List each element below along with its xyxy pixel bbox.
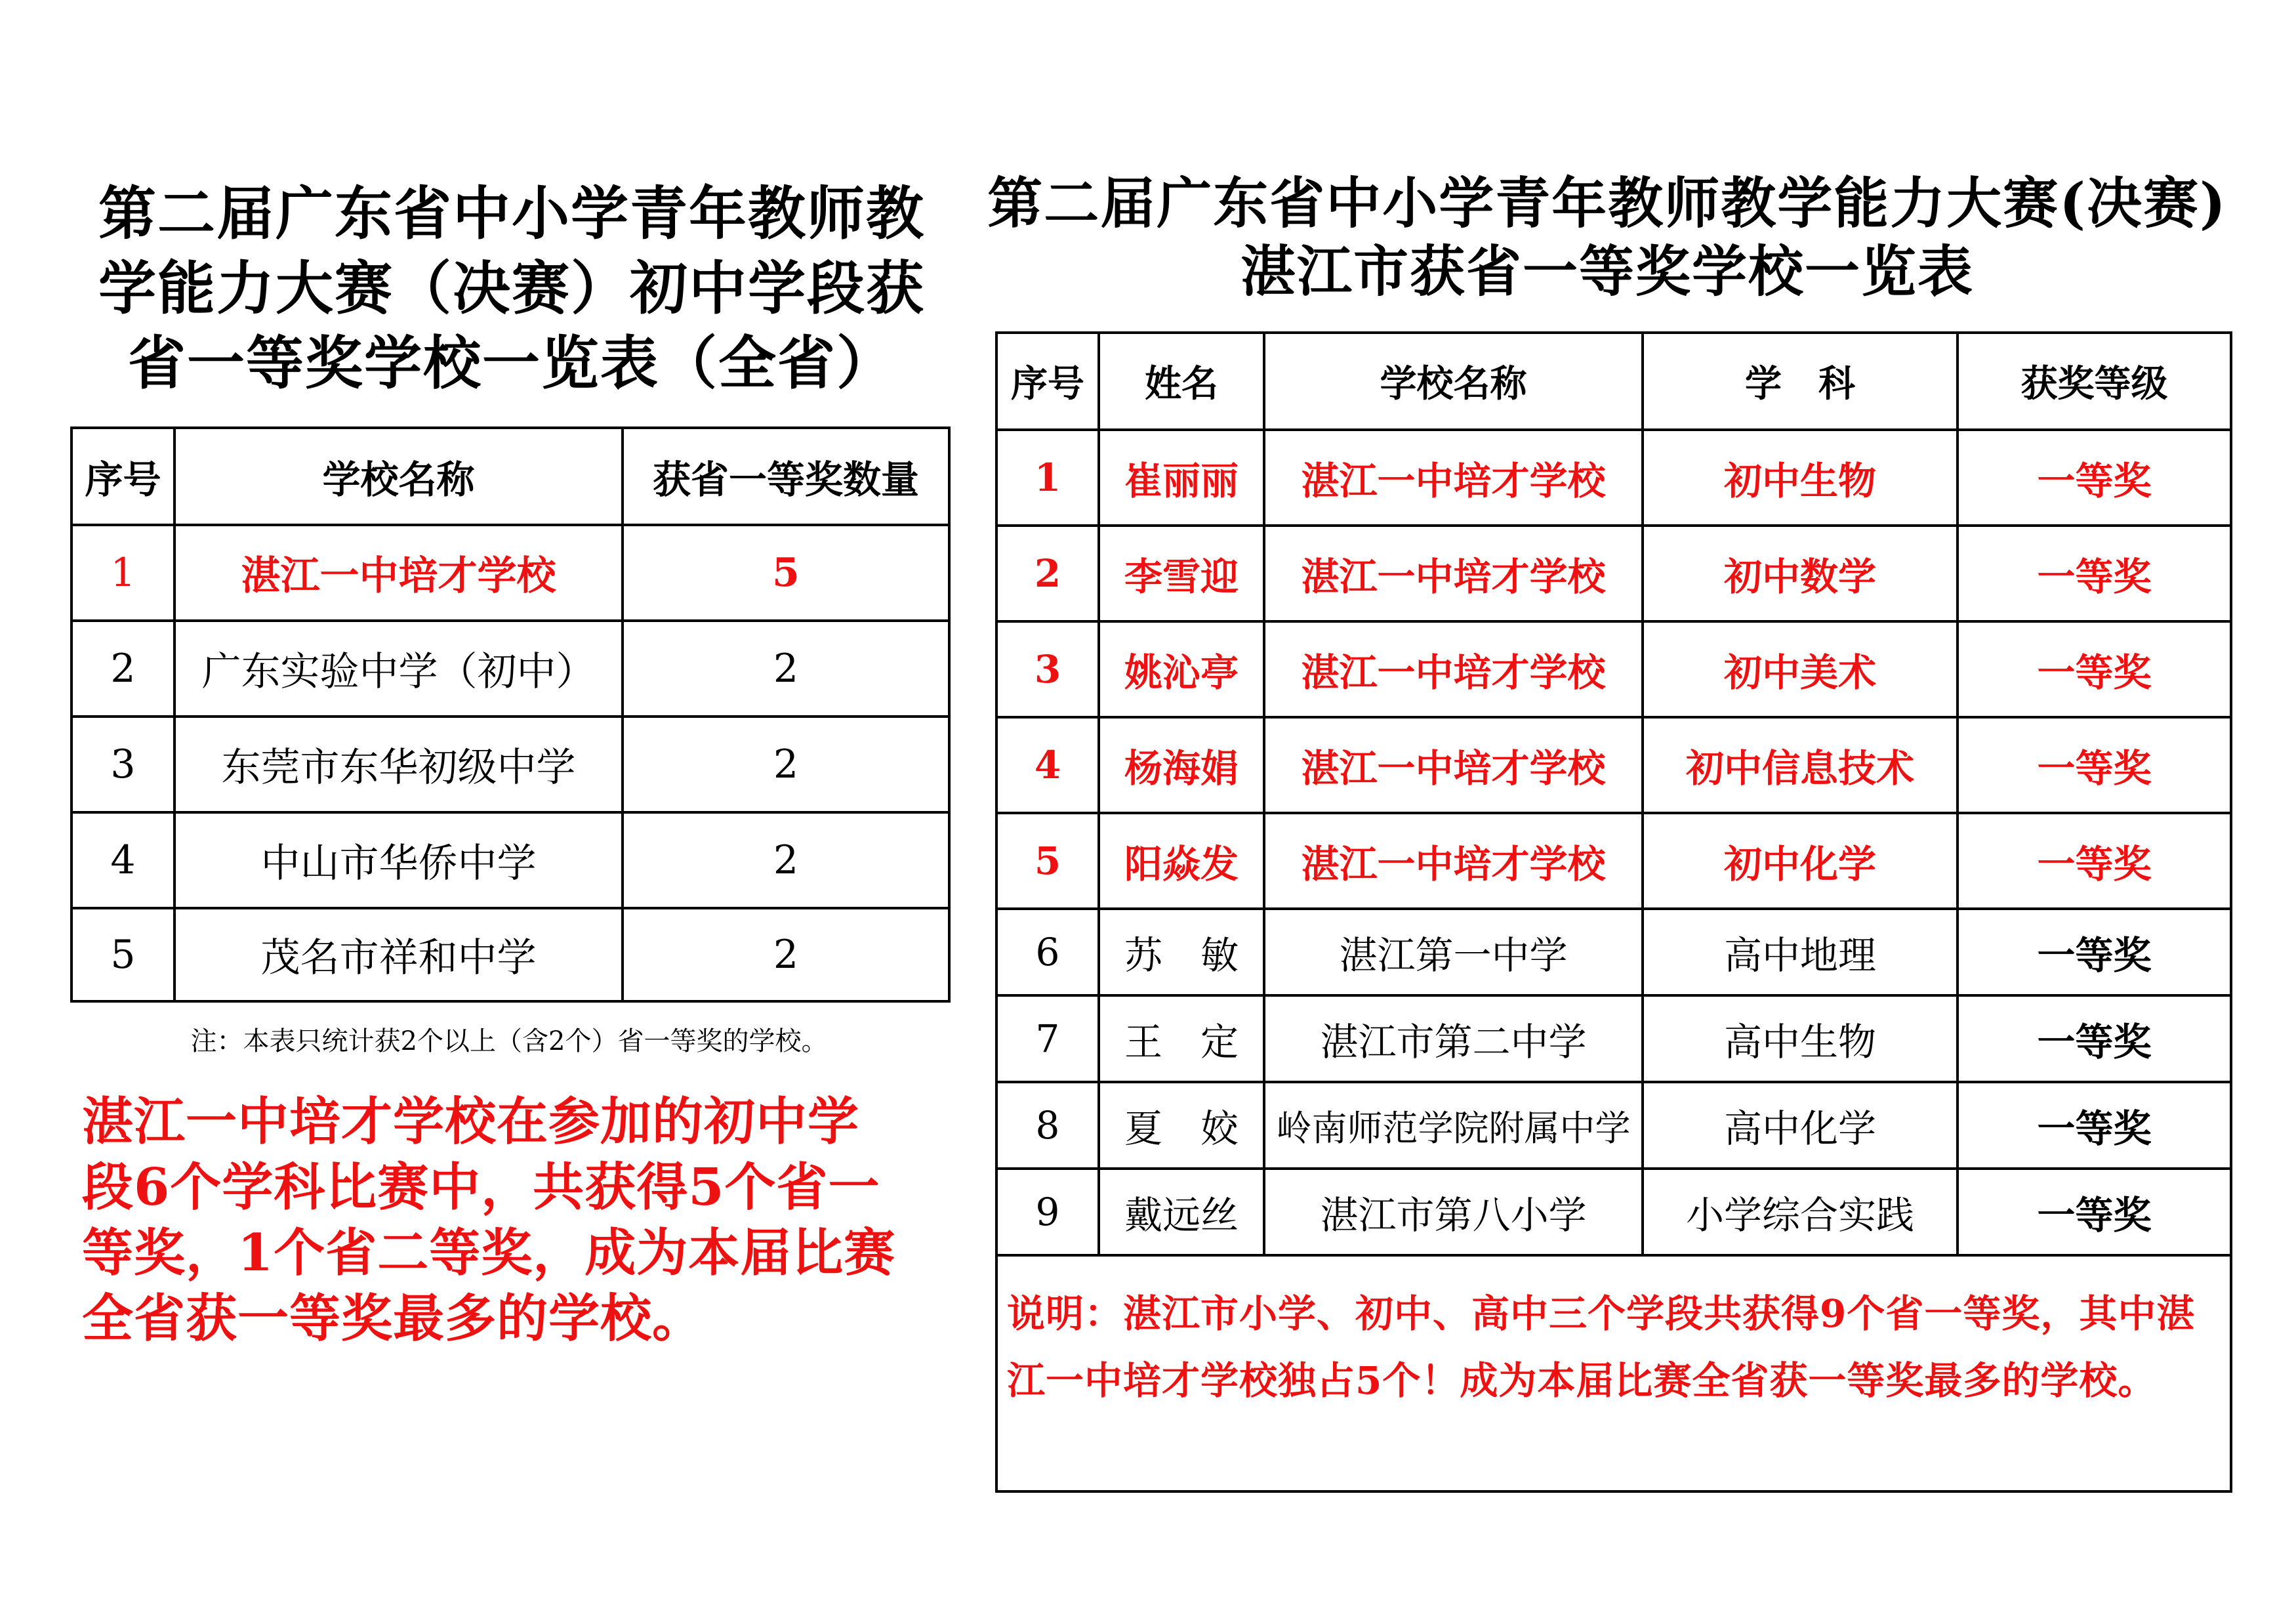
left-summary-line-2: 段6个学科比赛中，共获得5个省一 [82,1157,880,1217]
header-level: 获奖等级 [1958,333,2231,430]
row-index: 7 [996,995,1099,1082]
row-name: 杨海娟 [1099,717,1264,813]
row-school: 岭南师范学院附属中学 [1264,1082,1643,1169]
left-title-line-2: 学能力大赛（决赛）初中学段获 [98,254,925,322]
zhanjiang-winners-table [995,331,2232,1493]
header-index: 序号 [72,428,174,525]
row-index: 3 [996,621,1099,717]
row-name: 王 定 [1099,995,1264,1082]
row-level: 一等奖 [1958,526,2231,621]
row-school: 湛江市第二中学 [1264,995,1643,1082]
table-row [72,908,949,1001]
row-name: 李雪迎 [1099,526,1264,621]
table-row [996,717,2231,813]
right-title-line-1: 第二届广东省中小学青年教师教学能力大赛(决赛) [987,171,2227,236]
table-row [996,909,2231,995]
header-subject: 学 科 [1643,333,1958,430]
row-level: 一等奖 [1958,1169,2231,1255]
row-count: 2 [623,717,949,812]
row-school: 湛江一中培才学校 [1264,621,1643,717]
table-row [996,1082,2231,1169]
row-index: 6 [996,909,1099,995]
left-title-line-3: 省一等奖学校一览表（全省） [127,329,895,397]
row-subject: 小学综合实践 [1643,1169,1958,1255]
left-summary-line-3: 等奖，1个省二等奖，成为本届比赛 [82,1223,896,1283]
row-level: 一等奖 [1958,430,2231,526]
row-school: 湛江市第八小学 [1264,1169,1643,1255]
row-count: 2 [623,908,949,1001]
row-subject: 初中数学 [1643,526,1958,621]
row-level: 一等奖 [1958,995,2231,1082]
left-title-line-1: 第二届广东省中小学青年教师教 [98,179,925,247]
row-subject: 初中美术 [1643,621,1958,717]
row-index: 3 [72,717,174,812]
row-level: 一等奖 [1958,909,2231,995]
row-level: 一等奖 [1958,717,2231,813]
row-index: 9 [996,1169,1099,1255]
row-school: 广东实验中学（初中） [174,621,623,717]
left-summary-line-1: 湛江一中培才学校在参加的初中学 [82,1092,860,1152]
header-school: 学校名称 [1264,333,1643,430]
explanation: 说明：湛江市小学、初中、高中三个学段共获得9个省一等奖，其中湛江一中培才学校独占5个！成为本届比赛全省获一等奖最多的学校。 [996,1255,2231,1491]
table-row [996,526,2231,621]
table-row [996,1169,2231,1255]
table-row [996,995,2231,1082]
row-name: 戴远丝 [1099,1169,1264,1255]
row-index: 5 [996,813,1099,909]
row-index: 4 [996,717,1099,813]
row-index: 2 [72,621,174,717]
row-subject: 高中化学 [1643,1082,1958,1169]
row-name: 苏 敏 [1099,909,1264,995]
header-count: 获省一等奖数量 [623,428,949,525]
row-index: 4 [72,812,174,908]
row-count: 5 [623,525,949,621]
header-name: 姓名 [1099,333,1264,430]
row-school: 茂名市祥和中学 [174,908,623,1001]
row-index: 5 [72,908,174,1001]
row-subject: 高中生物 [1643,995,1958,1082]
header-school: 学校名称 [174,428,623,525]
left-summary [82,1089,961,1352]
table-note: 注：本表只统计获2个以上（含2个）省一等奖的学校。 [190,1026,828,1056]
table-row [996,430,2231,526]
table-row [72,812,949,908]
row-level: 一等奖 [1958,621,2231,717]
right-title-line-2: 湛江市获省一等奖学校一览表 [1240,239,1974,304]
row-level: 一等奖 [1958,1082,2231,1169]
left-title [66,176,958,400]
row-name: 姚沁亭 [1099,621,1264,717]
row-school: 湛江第一中学 [1264,909,1643,995]
left-summary-line-4: 全省获一等奖最多的学校。 [82,1289,705,1348]
row-count: 2 [623,812,949,908]
row-subject: 初中化学 [1643,813,1958,909]
row-subject: 初中信息技术 [1643,717,1958,813]
row-school: 湛江一中培才学校 [1264,813,1643,909]
row-index: 1 [72,525,174,621]
table-row [996,813,2231,909]
row-school: 中山市华侨中学 [174,812,623,908]
row-level: 一等奖 [1958,813,2231,909]
row-index: 2 [996,526,1099,621]
row-school: 湛江一中培才学校 [1264,430,1643,526]
row-school: 东莞市东华初级中学 [174,717,623,812]
row-count: 2 [623,621,949,717]
table-row [72,621,949,717]
row-index: 1 [996,430,1099,526]
table-row [72,525,949,621]
row-name: 阳焱发 [1099,813,1264,909]
right-title [984,169,2230,306]
row-subject: 高中地理 [1643,909,1958,995]
table-row [72,717,949,812]
row-index: 8 [996,1082,1099,1169]
row-subject: 初中生物 [1643,430,1958,526]
row-school: 湛江一中培才学校 [1264,717,1643,813]
row-school: 湛江一中培才学校 [1264,526,1643,621]
table-row [996,621,2231,717]
row-name: 夏 姣 [1099,1082,1264,1169]
header-index: 序号 [996,333,1099,430]
row-school: 湛江一中培才学校 [174,525,623,621]
province-ranking-table [70,427,951,1003]
row-name: 崔丽丽 [1099,430,1264,526]
